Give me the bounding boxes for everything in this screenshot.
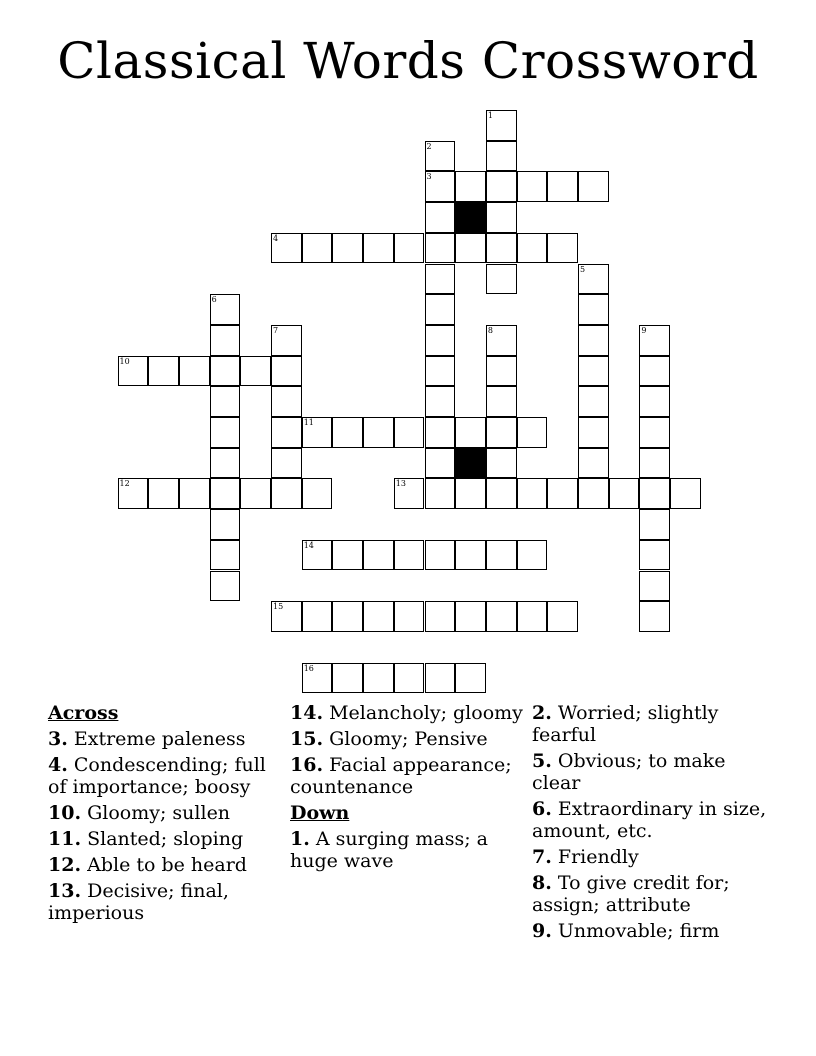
grid-cell[interactable] [547, 171, 578, 202]
grid-cell[interactable] [425, 233, 456, 264]
grid-cell[interactable] [210, 571, 241, 602]
clue-text: Decisive; final, imperious [48, 880, 229, 924]
clue-column-3 [532, 702, 768, 946]
grid-cell[interactable] [148, 356, 179, 387]
clue-number: 3. [48, 728, 68, 750]
clue-number: 15 [273, 602, 284, 612]
clue [48, 828, 284, 850]
clue-text: Extreme paleness [67, 728, 246, 750]
grid-cell[interactable] [578, 417, 609, 448]
grid-cell[interactable] [670, 478, 701, 509]
clue-number: 1. [290, 828, 310, 850]
clue [48, 880, 284, 924]
grid-cell[interactable] [486, 448, 517, 479]
grid-cell[interactable] [639, 571, 670, 602]
grid-cell[interactable] [486, 386, 517, 417]
grid-cell[interactable] [363, 540, 394, 571]
grid-cell[interactable] [302, 663, 333, 694]
clue-number: 11. [48, 828, 82, 850]
grid-cell[interactable] [455, 171, 486, 202]
down-heading: Down [290, 802, 350, 824]
grid-cell[interactable] [639, 325, 670, 356]
grid-cell[interactable] [332, 601, 363, 632]
clue-number: 6. [532, 798, 552, 820]
grid-cell[interactable] [425, 386, 456, 417]
grid-cell[interactable] [517, 171, 548, 202]
grid-cell[interactable] [271, 356, 302, 387]
grid-cell[interactable] [302, 417, 333, 448]
clue [48, 854, 284, 876]
grid-cell[interactable] [302, 233, 333, 264]
clue [532, 702, 768, 746]
clue-column-1 [48, 702, 284, 928]
grid-cell[interactable] [578, 325, 609, 356]
clue-number: 4 [273, 233, 279, 243]
grid-cell[interactable] [394, 478, 425, 509]
grid-cell[interactable] [486, 141, 517, 172]
clue-number: 8. [532, 872, 552, 894]
clue-text: Facial appearance; countenance [290, 754, 512, 798]
grid-cell[interactable] [271, 325, 302, 356]
clue-number: 9. [532, 920, 552, 942]
clue-number: 3 [426, 172, 432, 182]
grid-cell[interactable] [363, 663, 394, 694]
clue-number: 13. [48, 880, 82, 902]
black-square [455, 202, 486, 233]
across-heading: Across [48, 702, 119, 724]
clue-number: 13 [395, 479, 406, 489]
grid-cell[interactable] [210, 417, 241, 448]
clue-number: 16 [303, 663, 314, 673]
grid-cell[interactable] [455, 417, 486, 448]
grid-cell[interactable] [210, 478, 241, 509]
grid-cell[interactable] [425, 171, 456, 202]
clue-number: 6 [211, 295, 217, 305]
grid-cell[interactable] [363, 417, 394, 448]
grid-cell[interactable] [363, 601, 394, 632]
clue-text: Gloomy; Pensive [323, 728, 488, 750]
grid-cell[interactable] [179, 478, 210, 509]
grid-cell[interactable] [271, 417, 302, 448]
clue [48, 802, 284, 824]
clue-number: 11 [303, 418, 314, 427]
grid-cell[interactable] [425, 448, 456, 479]
clue-number: 2. [532, 702, 552, 724]
clue-number: 9 [641, 325, 647, 335]
grid-cell[interactable] [486, 264, 517, 295]
grid-cell[interactable] [517, 233, 548, 264]
grid-cell[interactable] [425, 325, 456, 356]
grid-cell[interactable] [363, 233, 394, 264]
grid-cell[interactable] [547, 478, 578, 509]
clue-number: 2 [426, 141, 432, 151]
clue-text: Gloomy; sullen [81, 802, 231, 824]
grid-cell[interactable] [517, 478, 548, 509]
grid-cell[interactable] [425, 202, 456, 233]
clue [532, 920, 768, 942]
clue-number: 10 [119, 356, 130, 366]
clue-number: 5 [580, 264, 586, 274]
grid-cell[interactable] [517, 540, 548, 571]
black-square [455, 448, 486, 479]
clue-number: 7 [273, 325, 279, 335]
grid-cell[interactable] [394, 663, 425, 694]
grid-cell[interactable] [486, 356, 517, 387]
grid-cell[interactable] [394, 540, 425, 571]
grid-cell[interactable] [517, 601, 548, 632]
grid-cell[interactable] [486, 540, 517, 571]
clue [290, 754, 526, 798]
grid-cell[interactable] [210, 540, 241, 571]
clue [532, 798, 768, 842]
grid-cell[interactable] [517, 417, 548, 448]
clue-column-2 [290, 702, 526, 876]
clue-text: Slanted; sloping [81, 828, 244, 850]
grid-cell[interactable] [210, 294, 241, 325]
grid-cell[interactable] [302, 601, 333, 632]
clue-number: 4. [48, 754, 68, 776]
grid-cell[interactable] [486, 233, 517, 264]
clue-text: Condescending; full of importance; boosy [48, 754, 266, 798]
clue [48, 754, 284, 798]
clue-number: 8 [487, 325, 493, 335]
grid-cell[interactable] [425, 663, 456, 694]
grid-cell[interactable] [394, 417, 425, 448]
grid-cell[interactable] [332, 417, 363, 448]
grid-cell[interactable] [486, 202, 517, 233]
grid-cell[interactable] [425, 601, 456, 632]
grid-cell[interactable] [578, 478, 609, 509]
grid-cell[interactable] [455, 601, 486, 632]
clue-text: Able to be heard [81, 854, 247, 876]
grid-cell[interactable] [271, 448, 302, 479]
grid-cell[interactable] [271, 233, 302, 264]
grid-cell[interactable] [210, 356, 241, 387]
grid-cell[interactable] [639, 448, 670, 479]
clue-text: To give credit for; assign; attribute [532, 872, 730, 916]
clue-text: Extraordinary in size, amount, etc. [532, 798, 767, 842]
grid-cell[interactable] [639, 417, 670, 448]
grid-cell[interactable] [425, 264, 456, 295]
clue [532, 872, 768, 916]
grid-cell[interactable] [425, 356, 456, 387]
grid-cell[interactable] [455, 478, 486, 509]
grid-cell[interactable] [578, 171, 609, 202]
across-clue-list [48, 728, 284, 924]
grid-cell[interactable] [639, 509, 670, 540]
down-clue-list [290, 828, 526, 872]
clue-number: 15. [290, 728, 324, 750]
grid-cell[interactable] [271, 386, 302, 417]
grid-cell[interactable] [210, 386, 241, 417]
clue-number: 16. [290, 754, 324, 776]
clue-number: 10. [48, 802, 82, 824]
grid-cell[interactable] [210, 509, 241, 540]
grid-cell[interactable] [578, 448, 609, 479]
grid-cell[interactable] [302, 540, 333, 571]
grid-cell[interactable] [332, 540, 363, 571]
grid-cell[interactable] [639, 601, 670, 632]
clue-text: Melancholy; gloomy [323, 702, 523, 724]
grid-cell[interactable] [240, 356, 271, 387]
clue [290, 728, 526, 750]
grid-cell[interactable] [210, 325, 241, 356]
grid-cell[interactable] [639, 540, 670, 571]
grid-cell[interactable] [578, 386, 609, 417]
grid-cell[interactable] [486, 110, 517, 141]
grid-cell[interactable] [609, 478, 640, 509]
grid-cell[interactable] [578, 294, 609, 325]
grid-cell[interactable] [486, 417, 517, 448]
grid-cell[interactable] [425, 141, 456, 172]
clue-text: Obvious; to make clear [532, 750, 726, 794]
grid-cell[interactable] [639, 478, 670, 509]
grid-cell[interactable] [148, 478, 179, 509]
grid-cell[interactable] [486, 601, 517, 632]
clue-text: A surging mass; a huge wave [290, 828, 489, 872]
grid-cell[interactable] [455, 663, 486, 694]
grid-cell[interactable] [639, 356, 670, 387]
grid-cell[interactable] [210, 448, 241, 479]
grid-cell[interactable] [486, 325, 517, 356]
clue-text: Worried; slightly fearful [532, 702, 719, 746]
grid-cell[interactable] [394, 601, 425, 632]
clue [48, 728, 284, 750]
down-clue-list-continued [532, 702, 768, 942]
clue [290, 702, 526, 724]
grid-cell[interactable] [425, 478, 456, 509]
grid-cell[interactable] [332, 663, 363, 694]
page-title: Classical Words Crossword [57, 32, 759, 90]
grid-cell[interactable] [118, 478, 149, 509]
grid-cell[interactable] [240, 478, 271, 509]
grid-cell[interactable] [271, 601, 302, 632]
clue-text: Unmovable; firm [551, 920, 720, 942]
clue-number: 14. [290, 702, 324, 724]
grid-cell[interactable] [578, 264, 609, 295]
grid-cell[interactable] [455, 233, 486, 264]
clue-number: 14 [303, 540, 314, 550]
grid-cell[interactable] [547, 601, 578, 632]
clue [532, 846, 768, 868]
clue-number: 1 [487, 111, 493, 120]
clue [532, 750, 768, 794]
clue-number: 12. [48, 854, 82, 876]
grid-cell[interactable] [425, 294, 456, 325]
grid-cell[interactable] [118, 356, 149, 387]
clue [290, 828, 526, 872]
grid-cell[interactable] [639, 386, 670, 417]
clue-number: 7. [532, 846, 552, 868]
grid-cell[interactable] [486, 478, 517, 509]
grid-cell[interactable] [486, 171, 517, 202]
grid-cell[interactable] [578, 356, 609, 387]
grid-cell[interactable] [394, 233, 425, 264]
grid-cell[interactable] [179, 356, 210, 387]
grid-cell[interactable] [271, 478, 302, 509]
grid-cell[interactable] [455, 540, 486, 571]
across-clue-list-continued [290, 702, 526, 798]
grid-cell[interactable] [302, 478, 333, 509]
clue-number: 5. [532, 750, 552, 772]
grid-cell[interactable] [425, 540, 456, 571]
grid-cell[interactable] [547, 233, 578, 264]
clue-text: Friendly [551, 846, 639, 868]
grid-cell[interactable] [425, 417, 456, 448]
clue-number: 12 [119, 479, 130, 489]
grid-cell[interactable] [332, 233, 363, 264]
